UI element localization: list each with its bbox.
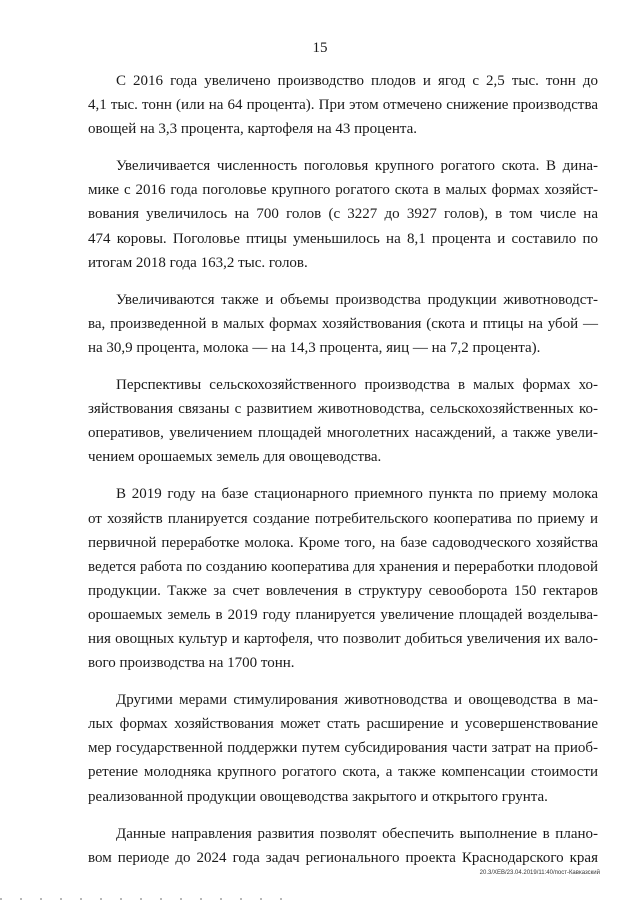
text-line: вого производства на 1700 тонн.: [88, 655, 295, 672]
text-line: орошаемых земель в 2019 году планируется увеличение площадей возделыва-: [88, 606, 598, 623]
text-line: овощей на 3,3 процента, картофеля на 43 процента.: [88, 121, 417, 138]
scan-artifact-dashes: [0, 898, 300, 900]
text-line: ния овощных культур и картофеля, что позволит добиться увеличения их вало-: [88, 630, 598, 647]
text-line: оперативов, увеличением площадей многолетних насаждений, а также увели-: [88, 425, 598, 442]
text-line: Данные направления развития позволят обеспечить выполнение в плано-: [116, 825, 598, 842]
page-number: 15: [312, 40, 328, 56]
text-line: от хозяйств планируется создание потребительского кооператива по приему и: [88, 510, 598, 527]
paragraph: [88, 154, 598, 274]
text-line: Увеличивается численность поголовья крупного рогатого скота. В дина-: [116, 158, 598, 175]
text-line: 474 коровы. Поголовье птицы уменьшилось на 8,1 процента и составило по: [88, 230, 598, 247]
text-line: итогам 2018 года 163,2 тыс. голов.: [88, 254, 308, 271]
text-line: 4,1 тыс. тонн (или на 64 процента). При этом отмечено снижение производства: [88, 97, 598, 114]
text-line: зяйствования связаны с развитием животноводства, сельскохозяйственных ко-: [88, 401, 598, 418]
paragraph: [88, 822, 598, 870]
text-line: лых формах хозяйствования может стать расширение и усовершенствование: [88, 716, 598, 733]
text-line: В 2019 году на базе стационарного приемного пункта по приему молока: [116, 486, 598, 503]
text-line: вования увеличилось на 700 голов (с 3227 до 3927 голов), в том числе на: [88, 206, 598, 223]
paragraph: [88, 688, 598, 808]
paragraph: [88, 482, 598, 675]
text-line: Перспективы сельскохозяйственного производства в малых формах хо-: [116, 377, 598, 394]
text-line: чением орошаемых земель для овощеводства.: [88, 449, 382, 466]
text-line: ведется работа по созданию кооператива для хранения и переработки плодовой: [88, 558, 598, 575]
text-line: С 2016 года увеличено производство плодов и ягод с 2,5 тыс. тонн до: [116, 73, 598, 89]
text-line: мер государственной поддержки путем субсидирования части затрат на приоб-: [88, 740, 598, 757]
document-body: [88, 69, 598, 883]
text-line: вом периоде до 2024 года задач регионального проекта Краснодарского края: [88, 849, 598, 866]
text-line: продукции. Также за счет вовлечения в структуру севооборота 150 гектаров: [88, 582, 598, 599]
text-line: Другими мерами стимулирования животноводства и овощеводства в ма-: [116, 692, 598, 709]
paragraph: [88, 288, 598, 360]
text-line: реализованной продукции овощеводства закрытого и открытого грунта.: [88, 788, 548, 805]
text-line: мике с 2016 года поголовье крупного рогатого скота в малых формах хозяйст-: [88, 182, 598, 199]
paragraph: [88, 373, 598, 469]
text-line: на 30,9 процента, молока — на 14,3 процента, яиц — на 7,2 процента).: [88, 339, 541, 356]
text-line: ва, произведенной в малых формах хозяйствования (скота и птицы на убой —: [88, 315, 598, 332]
text-line: первичной переработке молока. Кроме того, на базе садоводческого хозяйства: [88, 534, 598, 551]
text-line: Увеличиваются также и объемы производства продукции животноводст-: [116, 291, 598, 308]
footer-stamp: 20.3/ХЕВ/23.04.2019/11:40/пост-Кавказский: [479, 870, 600, 876]
paragraph: [88, 69, 598, 141]
text-line: ретение молодняка крупного рогатого скота, а также компенсации стоимости: [88, 764, 598, 781]
